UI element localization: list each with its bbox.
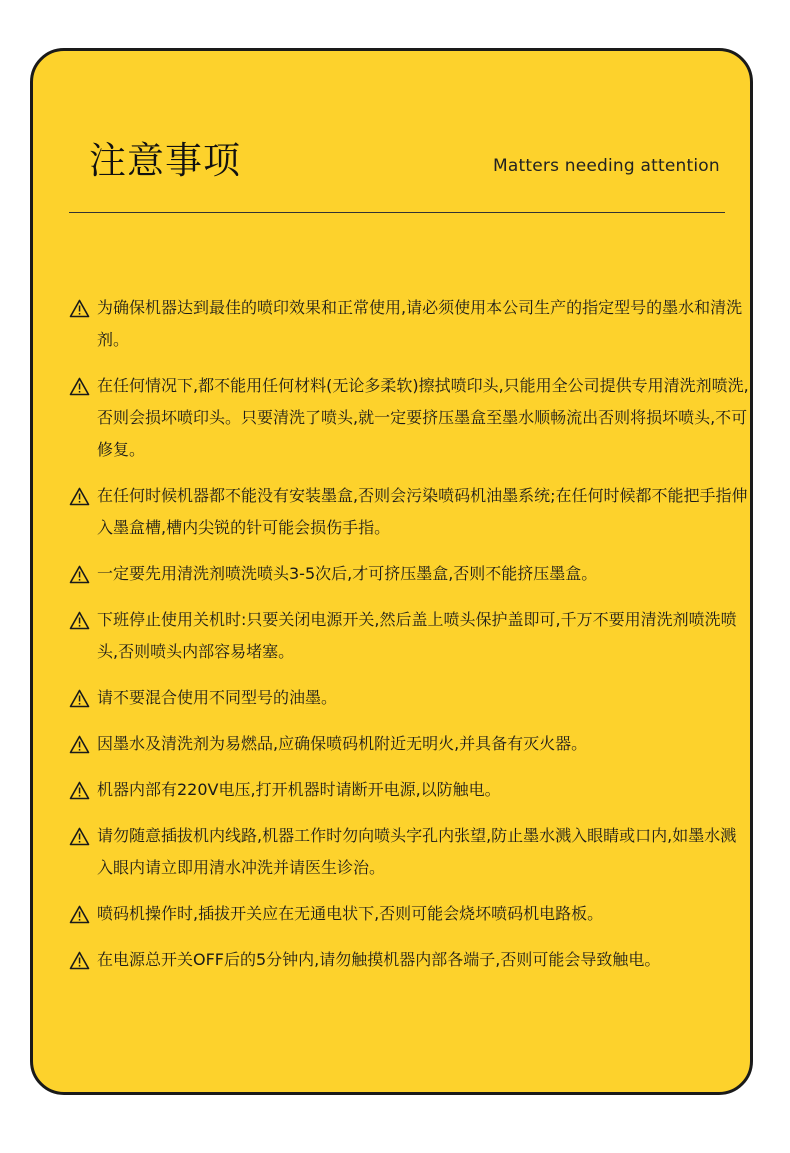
warning-triangle-icon	[69, 487, 90, 506]
notice-item	[67, 558, 751, 590]
warning-triangle-icon	[69, 827, 90, 846]
notice-item	[67, 682, 751, 714]
notice-text: 喷码机操作时,插拔开关应在无通电状下,否则可能会烧坏喷码机电路板。	[97, 904, 604, 923]
notice-text: 在任何时候机器都不能没有安装墨盒,否则会污染喷码机油墨系统;在任何时候都不能把手指伸入墨盒槽,槽内尖锐的针可能会损伤手指。	[97, 486, 748, 537]
notice-text: 为确保机器达到最佳的喷印效果和正常使用,请必须使用本公司生产的指定型号的墨水和清洗剂。	[97, 298, 743, 349]
notice-item	[67, 292, 751, 356]
notice-text: 一定要先用清洗剂喷洗喷头3-5次后,才可挤压墨盒,否则不能挤压墨盒。	[97, 564, 598, 583]
notice-text: 在电源总开关OFF后的5分钟内,请勿触摸机器内部各端子,否则可能会导致触电。	[97, 950, 661, 969]
notice-text: 在任何情况下,都不能用任何材料(无论多柔软)擦拭喷印头,只能用全公司提供专用清洗剂喷洗,否则会损坏喷印头。只要清洗了喷头,就一定要挤压墨盒至墨水顺畅流出否则将损坏喷头,不可修复。	[97, 376, 749, 459]
page-subtitle: Matters needing attention	[493, 156, 720, 176]
page-title: 注意事项	[89, 139, 241, 182]
notice-item	[67, 370, 751, 466]
notice-text: 请不要混合使用不同型号的油墨。	[97, 688, 338, 707]
notice-item	[67, 774, 751, 806]
warning-triangle-icon	[69, 951, 90, 970]
notice-item	[67, 898, 751, 930]
warning-triangle-icon	[69, 781, 90, 800]
notice-text: 请勿随意插拔机内线路,机器工作时勿向喷头字孔内张望,防止墨水溅入眼睛或口内,如墨水溅入眼内请立即用清水冲洗并请医生诊治。	[97, 826, 737, 877]
warning-triangle-icon	[69, 299, 90, 318]
notice-text: 因墨水及清洗剂为易燃品,应确保喷码机附近无明火,并具备有灭火器。	[97, 734, 588, 753]
notice-text: 下班停止使用关机时:只要关闭电源开关,然后盖上喷头保护盖即可,千万不要用清洗剂喷洗喷头,否则喷头内部容易堵塞。	[97, 610, 737, 661]
notice-card	[30, 48, 753, 1095]
warning-triangle-icon	[69, 377, 90, 396]
warning-triangle-icon	[69, 611, 90, 630]
warning-triangle-icon	[69, 735, 90, 754]
warning-triangle-icon	[69, 689, 90, 708]
warning-triangle-icon	[69, 905, 90, 924]
notice-list	[67, 292, 751, 990]
notice-item	[67, 480, 751, 544]
warning-triangle-icon	[69, 565, 90, 584]
notice-text: 机器内部有220V电压,打开机器时请断开电源,以防触电。	[97, 780, 501, 799]
notice-item	[67, 944, 751, 976]
header-divider	[69, 212, 725, 213]
notice-item	[67, 820, 751, 884]
notice-item	[67, 604, 751, 668]
notice-item	[67, 728, 751, 760]
